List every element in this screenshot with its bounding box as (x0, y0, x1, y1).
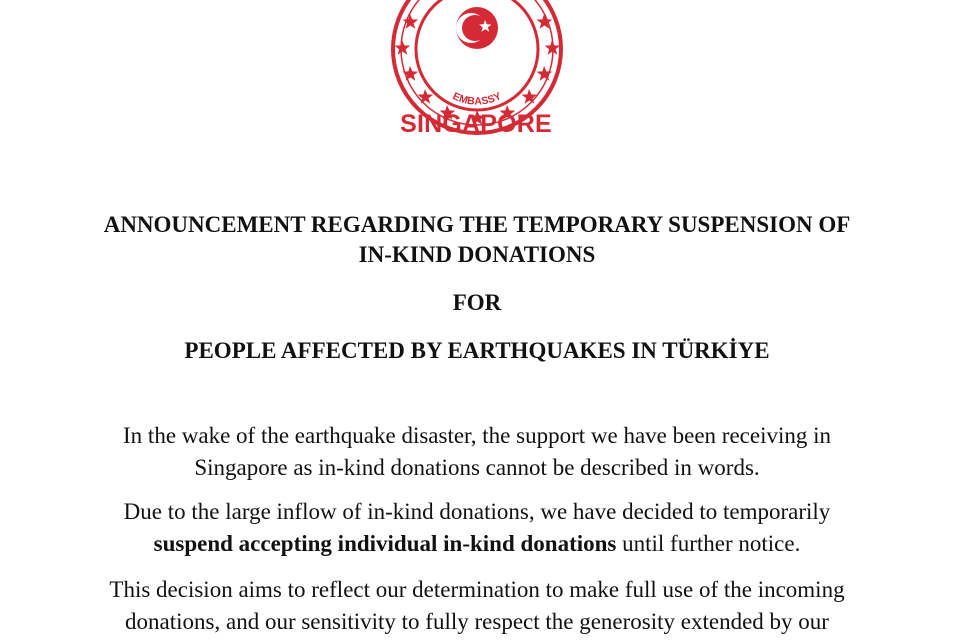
paragraph-2-line-2 (0, 528, 954, 560)
announcement-title-line-1: ANNOUNCEMENT REGARDING THE TEMPORARY SUSPENSION OF (103, 212, 851, 237)
announcement-title (0, 210, 954, 270)
paragraph-2-bold-text: suspend accepting individual in-kind donations (153, 531, 617, 556)
letterhead-title: SINGAPORE (400, 110, 552, 138)
seal-embassy-text: EMBASSY (450, 90, 504, 108)
body-paragraph-1 (0, 420, 954, 484)
paragraph-3-line-2: donations, and our sensitivity to fully respect the generosity extended by our (125, 609, 829, 634)
body-paragraph-2 (0, 496, 954, 560)
announcement-title-for: FOR (452, 290, 502, 315)
paragraph-2-line-1: Due to the large inflow of in-kind donations, we have decided to temporarily (123, 499, 831, 524)
announcement-title-line-2: IN-KIND DONATIONS (358, 242, 596, 267)
announcement-subject: PEOPLE AFFECTED BY EARTHQUAKES IN TÜRKİYE (184, 338, 770, 363)
body-paragraph-3 (0, 574, 954, 638)
paragraph-2-tail-text: until further notice. (616, 531, 801, 556)
paragraph-3-line-1: This decision aims to reflect our determination to make full use of the incoming (109, 577, 845, 602)
paragraph-1-line-1: In the wake of the earthquake disaster, the support we have been receiving in (123, 423, 831, 448)
paragraph-1-line-2: Singapore as in-kind donations cannot be described in words. (194, 455, 760, 480)
